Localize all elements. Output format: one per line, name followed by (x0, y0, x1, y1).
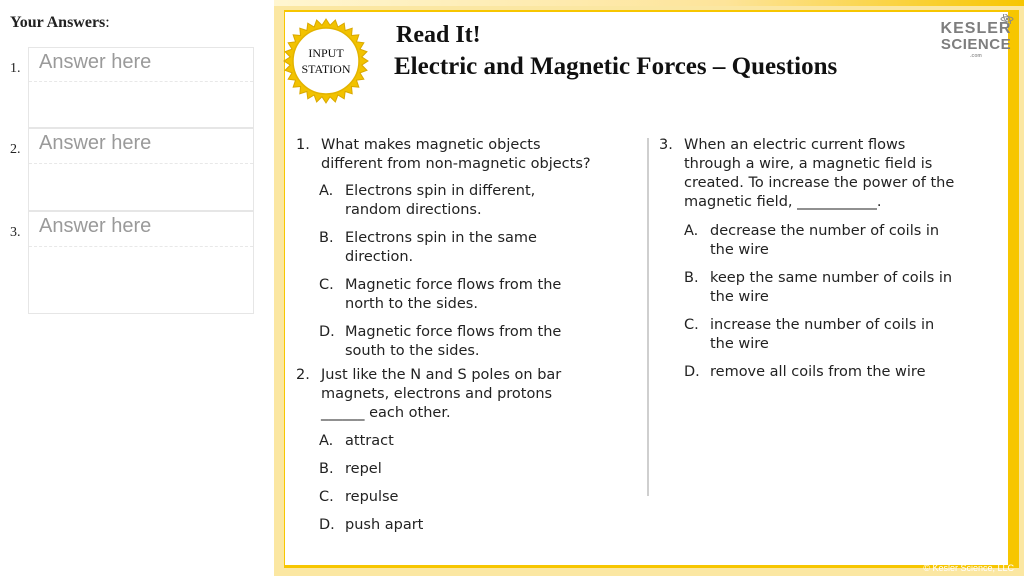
question-3-option-b[interactable]: B. keep the same number of coils in the wire (684, 270, 953, 305)
input-station-badge (283, 18, 369, 104)
logo-line-1: KESLER (940, 20, 1012, 37)
question-3 (659, 136, 999, 216)
logo-line-2: SCIENCE (940, 36, 1012, 53)
answer-3-placeholder: Answer here (39, 215, 152, 237)
answer-1-placeholder: Answer here (39, 51, 152, 73)
answer-3-field[interactable] (28, 211, 254, 314)
answer-1-number: 1. (10, 61, 21, 76)
badge-line-1: INPUT (308, 46, 344, 60)
question-2-option-b[interactable]: B. repel (319, 461, 382, 477)
question-2-option-a[interactable]: A. attract (319, 433, 394, 449)
page-title: Read It! (396, 22, 481, 48)
answers-panel (0, 0, 274, 576)
frame-highlight (274, 0, 1024, 6)
column-divider (647, 138, 649, 496)
answer-2-field[interactable] (28, 128, 254, 211)
answer-2-placeholder: Answer here (39, 132, 152, 154)
answer-3-number: 3. (10, 225, 21, 240)
question-2-text: Just like the N and S poles on bar magnets, electrons and protons ______ each other. (321, 367, 562, 421)
question-2-option-c[interactable]: C. repulse (319, 489, 399, 505)
page-subtitle: Electric and Magnetic Forces – Questions (394, 53, 838, 80)
question-1-option-d[interactable]: D. Magnetic force flows from the south to the sides. (319, 324, 562, 359)
question-1-text: What makes magnetic objects different from non-magnetic objects? (321, 137, 591, 172)
atom-icon (1000, 14, 1014, 24)
copyright-footer: © Kesler Science, LLC (923, 563, 1014, 573)
question-1-option-b[interactable]: B. Electrons spin in the same direction. (319, 230, 537, 265)
logo-line-3: .com (970, 53, 982, 59)
kesler-science-logo (938, 20, 1014, 59)
question-2-number: 2. (296, 367, 310, 383)
question-3-option-d[interactable]: D. remove all coils from the wire (684, 364, 926, 380)
question-2-option-d[interactable]: D. push apart (319, 517, 424, 533)
answer-2-number: 2. (10, 142, 21, 157)
question-3-text: When an electric current flows through a wire, a magnetic field is created. To increase the power of the magnetic field, ___________. (684, 137, 955, 210)
question-1-option-c[interactable]: C. Magnetic force flows from the north to the sides. (319, 277, 562, 312)
question-3-option-a[interactable]: A. decrease the number of coils in the wire (684, 223, 940, 258)
question-3-option-c[interactable]: C. increase the number of coils in the wire (684, 317, 935, 352)
answer-1-field[interactable] (28, 47, 254, 128)
question-2 (296, 366, 636, 426)
answers-heading: Your Answers: (10, 14, 110, 31)
question-3-number: 3. (659, 137, 673, 153)
question-1 (296, 136, 636, 176)
question-1-number: 1. (296, 137, 310, 153)
question-1-option-a[interactable]: A. Electrons spin in different, random directions. (319, 183, 536, 218)
badge-line-2: STATION (301, 62, 351, 76)
